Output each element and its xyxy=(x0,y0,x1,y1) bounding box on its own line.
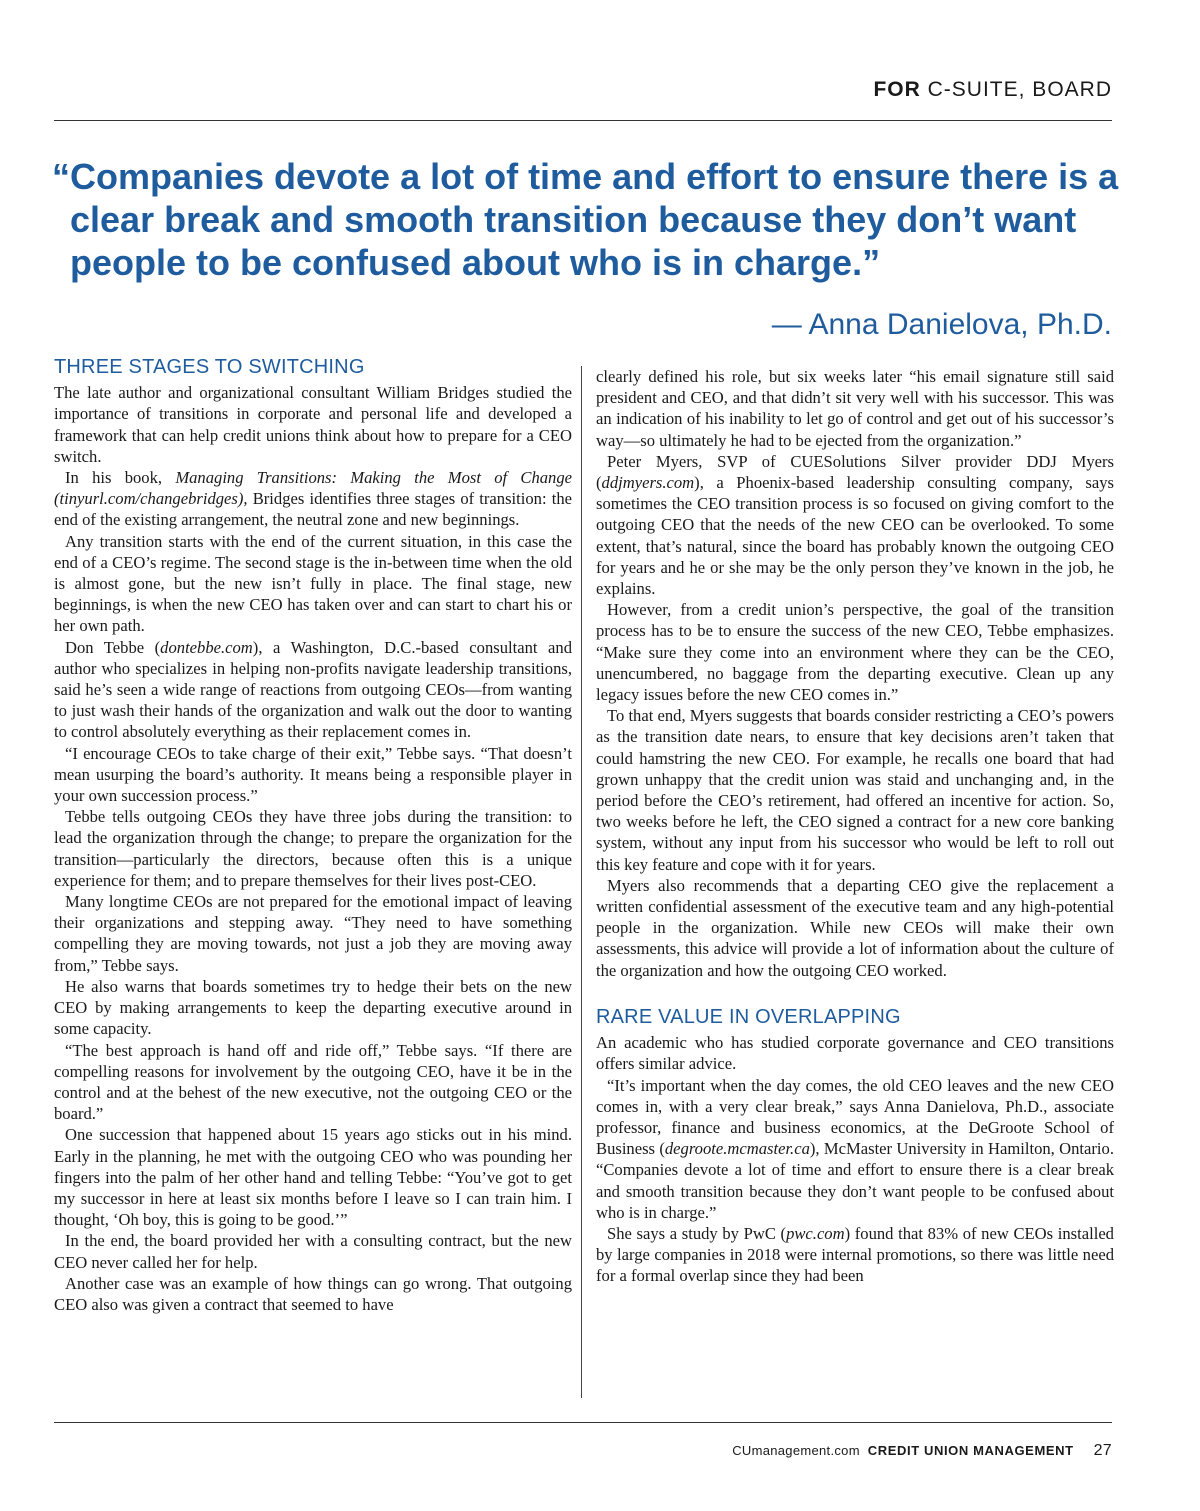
section-label-bold: FOR xyxy=(873,78,921,101)
section-heading: THREE STAGES TO SWITCHING xyxy=(54,356,365,378)
page-number: 27 xyxy=(1093,1442,1112,1459)
paragraph: Tebbe tells outgoing CEOs they have three jobs during the transition: to lead the organization through the change; to prepare the organization for the transition—particularly the directors, because often this is a unique experience for them; and to prepare themselves for their lives post-CEO. xyxy=(54,807,572,890)
section-header xyxy=(873,78,1112,102)
web-reference: ddjmyers.com xyxy=(601,473,695,493)
paragraph: “The best approach is hand off and ride off,” Tebbe says. “If there are compelling reasons for involvement by the outgoing CEO, have it be in the control and at the behest of the new executive, not the outgoing CEO or the board.” xyxy=(54,1040,572,1124)
paragraph: She says a study by PwC (pwc.com) found that 83% of new CEOs installed by large companies in 2018 were internal promotions, so there was little need for a formal overlap since they had been xyxy=(596,1223,1114,1286)
footer-site: CUmanagement.com xyxy=(732,1443,860,1458)
paragraph: Peter Myers, SVP of CUESolutions Silver provider DDJ Myers (ddjmyers.com), a Phoenix-based leadership consulting company, says sometimes the CEO transition process is so focused on giving comfort to the outgoing CEO that the needs of the new CEO can be overlooked. To some extent, that’s natural, since the board has probably known the outgoing CEO for years and he or she may be the only person they’ve known in the job, he explains. xyxy=(596,451,1114,599)
paragraph: In his book, Managing Transitions: Making the Most of Change (tinyurl.com/changebridges), Bridges identifies three stages of transition: the end of the existing arrangement, the neutral zone and new beginnings. xyxy=(54,468,573,530)
section-heading: RARE VALUE IN OVERLAPPING xyxy=(596,1005,901,1028)
paragraph: “It’s important when the day comes, the old CEO leaves and the new CEO comes in, with a very clear break,” says Anna Danielova, Ph.D., associate professor, finance and business economics, at the DeGroote School of Business (degroote.mcmaster.ca), McMaster University in Hamilton, Ontario. “Companies devote a lot of time and effort to ensure there is a clear break and smooth transition because they don’t want people to be confused about who is in charge.” xyxy=(596,1075,1114,1222)
right-column xyxy=(596,366,1114,1287)
paragraph: “I encourage CEOs to take charge of their exit,” Tebbe says. “That doesn’t mean usurping the board’s authority. It means being a responsible player in your own succession process.” xyxy=(54,743,572,806)
section-label: C-SUITE, BOARD xyxy=(927,78,1112,101)
web-reference: degroote.mcmaster.ca xyxy=(664,1139,810,1159)
paragraph: An academic who has studied corporate governance and CEO transitions offers similar advice. xyxy=(596,1033,1114,1074)
paragraph: Another case was an example of how things can go wrong. That outgoing CEO also was given a contract that seemed to have xyxy=(54,1273,572,1314)
paragraph: He also warns that boards sometimes try to hedge their bets on the new CEO by making arrangements to keep the departing executive around in some capacity. xyxy=(54,976,572,1039)
paragraph: However, from a credit union’s perspective, the goal of the transition process has to be to ensure the success of the new CEO, Tebbe emphasizes. “Make sure they come into an environment where they can be the CEO, unencumbered, no baggage from the departing executive. Clean up any legacy issues before the new CEO comes in.” xyxy=(596,600,1114,705)
paragraph: The late author and organizational consultant William Bridges studied the importance of transitions in corporate and personal life and developed a framework that can help credit unions think about how to prepare for a CEO switch. xyxy=(54,383,572,466)
column-divider xyxy=(581,366,582,1398)
web-reference: dontebbe.com xyxy=(160,637,253,657)
pull-quote-attribution: — Anna Danielova, Ph.D. xyxy=(771,308,1112,341)
web-reference: pwc.com xyxy=(786,1223,845,1243)
paragraph: Myers also recommends that a departing CEO give the replacement a written confidential assessment of the executive team and any high-potential people in the organization. While new CEOs will make their own assessments, this advice will provide a lot of information about the culture of the organization and how the outgoing CEO worked. xyxy=(596,875,1114,980)
paragraph: Don Tebbe (dontebbe.com), a Washington, D.C.-based consultant and author who specializes in helping non-profits navigate leadership transitions, said he’s seen a wide range of reactions from outgoing CEOs—from wanting to just wash their hands of the organization and walk out the door to wanting to control absolutely everything as their replacement comes in. xyxy=(54,637,573,742)
bottom-rule xyxy=(54,1422,1112,1423)
pull-quote: “Companies devote a lot of time and effort to ensure there is a clear break and smooth transition because they don’t want people to be confused about who is in charge.” xyxy=(52,156,1119,283)
book-title: Managing Transitions: Making the Most of Change (tinyurl.com/changebridges), xyxy=(54,468,573,509)
paragraph: In the end, the board provided her with a consulting contract, but the new CEO never called her for help. xyxy=(54,1231,572,1272)
top-rule xyxy=(54,120,1112,121)
page-footer xyxy=(732,1442,1112,1460)
paragraph: Many longtime CEOs are not prepared for the emotional impact of leaving their organizations and stepping away. “They need to have something compelling they are moving towards, not just a job they are moving away from,” Tebbe says. xyxy=(54,892,572,975)
paragraph: clearly defined his role, but six weeks later “his email signature still said president and CEO, and that didn’t sit very well with his successor. This was an indication of his inability to let go of control and get out of his successor’s way—so ultimately he had to be ejected from the organization.” xyxy=(596,367,1114,450)
paragraph: To that end, Myers suggests that boards consider restricting a CEO’s powers as the transition date nears, to ensure that key decisions aren’t taken that could hamstring the new CEO. For example, he recalls one board that had grown unhappy that the credit union was staid and unchanging and, in the period before the CEO’s retirement, had offered an incentive for action. So, two weeks before he left, the CEO signed a contract for a new core banking system, without any input from his successor who would be left to roll out this key feature and cope with it for years. xyxy=(596,706,1114,874)
left-column xyxy=(54,357,572,1315)
paragraph: One succession that happened about 15 years ago sticks out in his mind. Early in the planning, he met with the outgoing CEO who was pounding her fingers into the palm of her other hand and telling Tebbe: “You’ve got to get my successor in here at least six months before I leave so I can train him. I thought, ‘Oh boy, this is going to be good.’” xyxy=(54,1125,572,1230)
paragraph: Any transition starts with the end of the current situation, in this case the end of a CEO’s regime. The second stage is the in-between time when the old is almost gone, but the new isn’t fully in place. The final stage, new beginnings, is when the new CEO has taken over and can start to chart his or her own path. xyxy=(54,531,572,636)
footer-magazine: CREDIT UNION MANAGEMENT xyxy=(867,1443,1074,1458)
